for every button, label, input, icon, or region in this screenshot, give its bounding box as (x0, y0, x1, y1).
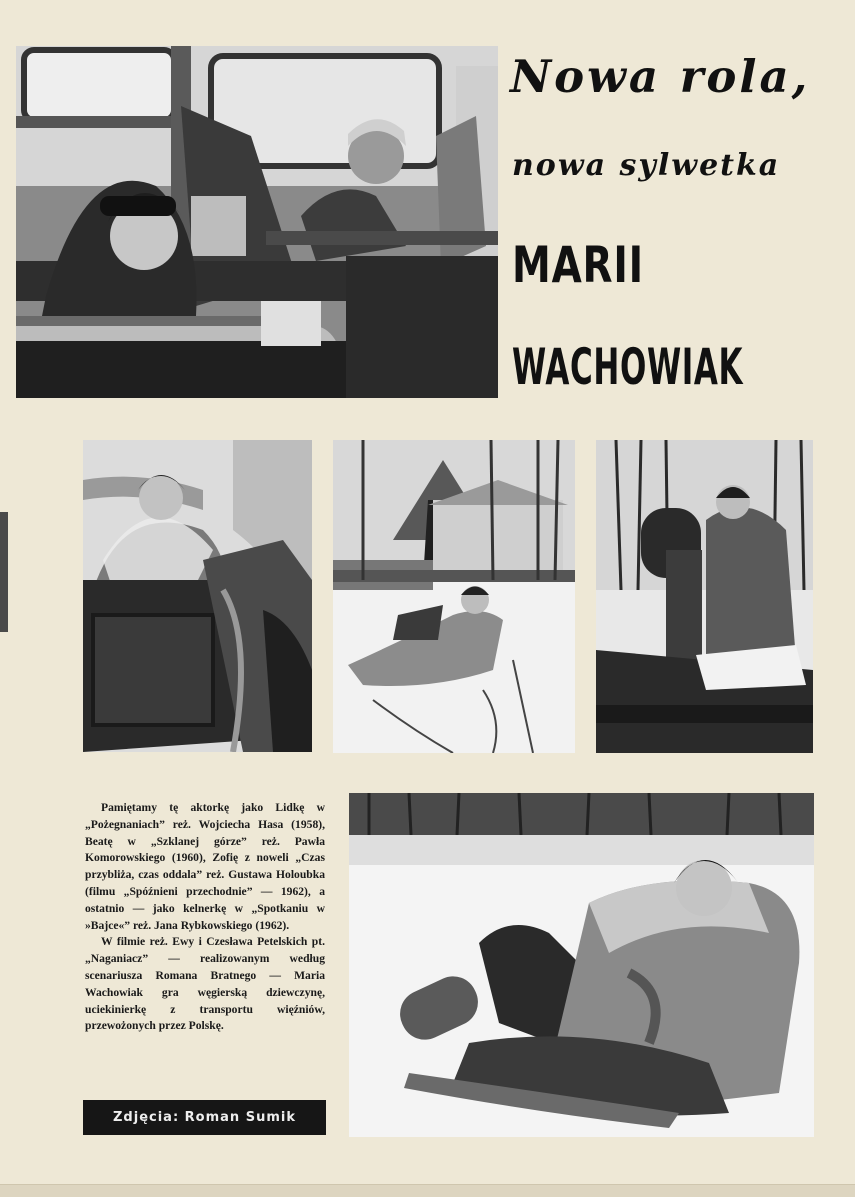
photo-woman-on-sled-closeup (349, 793, 814, 1137)
photo-woman-at-well (596, 440, 813, 753)
photo-bus-interior (16, 46, 498, 398)
headline-line-1: Nowa rola, (510, 50, 811, 103)
page-bottom-edge (0, 1184, 855, 1197)
photo-woman-on-sled-field (333, 440, 575, 753)
photo-credit: Zdjęcia: Roman Sumik (83, 1100, 326, 1135)
headline-line-2: nowa sylwetka (512, 148, 781, 183)
photo-woman-in-sleigh (83, 440, 312, 752)
article-paragraph-2: W filmie reż. Ewy i Czesława Petelskich pt. „Naganiacz” — realizowanym według scenariusza Romana Bratnego — Maria Wachowiak gra węgierską dziewczynę, uciekinierkę z transportu więźniów, przewożonych przez Polskę. (85, 935, 325, 1033)
article-paragraph-1: Pamiętamy tę aktorkę jako Lidkę w „Pożegnaniach” reż. Wojciecha Hasa (1958), Beatę w „Szklanej górze” reż. Pawła Komorowskiego (1960), Zofię z noweli „Czas przybliża, czas oddala” reż. Gustawa Holoubka (filmu „Spóźnieni przechodnie” — 1962), a ostatnio — jako kelnerkę w „Spotkaniu w »Bajce«” reż. Jana Rybkowskiego (1962). (85, 801, 325, 932)
page-edge-marker (0, 512, 8, 632)
headline-line-4: WACHOWIAK (512, 338, 744, 396)
headline-line-3: MARII (512, 236, 644, 294)
article-body (85, 800, 325, 1035)
